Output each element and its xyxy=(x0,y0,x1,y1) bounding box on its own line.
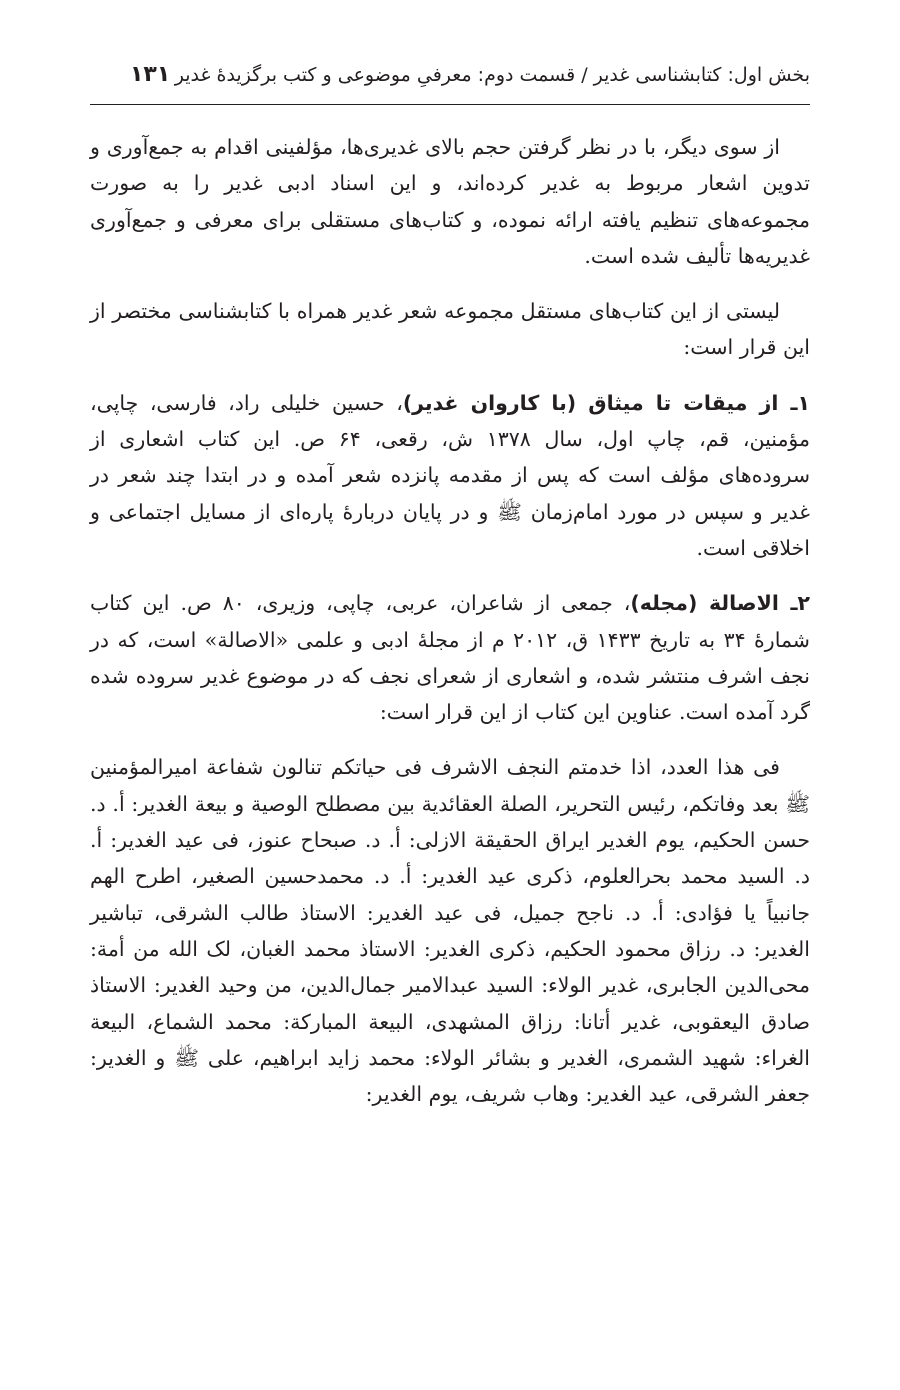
page-number: ۱۳۱ xyxy=(130,62,171,87)
running-header xyxy=(90,60,810,105)
book-page xyxy=(90,60,810,1131)
book-entry-2-title: ۲ـ الاصالة (مجله) xyxy=(630,591,810,616)
book-entry-1-title: ۱ـ از میقات تا میثاق (با کاروان غدیر) xyxy=(402,390,810,415)
page-body xyxy=(90,129,810,1112)
contents-paragraph: فی هذا العدد، اذا خدمتم النجف الاشرف فی حیاتکم تنالون شفاعة امیرالمؤمنین ﷺ بعد وفاتکم، رئیس التحریر، الصلة العقائدیة بین مصطلح الوصیة و بیعة الغدیر: أ. د. حسن الحکیم، یوم الغدیر ایراق الحقیقة الازلی: أ. د. صبحاح عنوز، فی عید الغدیر: أ. د. السید محمد بحرالعلوم، ذکری عید الغدیر: أ. د. محمدحسین الصغیر، اطرح الهم جانبیاً یا فؤادی: أ. د. ناجح جمیل، فی عید الغدیر: الاستاذ طالب الشرقی، تباشیر الغدیر: د. رزاق محمود الحکیم، ذکری الغدیر: الاستاذ محمد الغبان، لک الله من أمة: محی‌الدین الجابری، غدیر الولاء: السید عبدالامیر جمال‌الدین، من وحید الغدیر: الاستاذ صادق الیعقوبی، غدیر أتانا: رزاق المشهدی، البیعة المبارکة: محمد الشماع، البیعة الغراء: شهید الشمری، الغدیر و بشائر الولاء: محمد زاید ابراهیم، علی ﷺ و الغدیر: جعفر الشرقی، عید الغدیر: وهاب شریف، یوم الغدیر: xyxy=(90,755,810,1107)
book-entry-1-description: ، حسین خلیلی راد، فارسی، چاپی، مؤمنین، قم، چاپ اول، سال ۱۳۷۸ ش، رقعی، ۶۴ ص. این کتاب اشعاری از سروده‌های مؤلف است که پس از مقدمه پانزده شعر آمده و در ابتدا چند شعر در غدیر و سپس در مورد امام‌زمان ﷺ و در پایان دربارۀ پاره‌ای از مسایل اجتماعی و اخلاقی است. xyxy=(90,390,811,560)
book-entry-1 xyxy=(90,385,810,566)
book-entry-2-description: ، جمعی از شاعران، عربی، چاپی، وزیری، ۸۰ ص. این کتاب شمارۀ ۳۴ به تاریخ ۱۴۳۳ ق، ۲۰۱۲ م از مجلۀ ادبی و علمی «الاصالة» است، که در نجف اشرف منتشر شده، و اشعاری از شعرای نجف که در موضوع غدیر سروده شده گرد آمده است. عناوین این کتاب از این قرار است: xyxy=(90,591,810,725)
intro-paragraph: از سوی دیگر، با در نظر گرفتن حجم بالای غدیری‌ها، مؤلفینی اقدام به جمع‌آوری و تدوین اشعار مربوط به غدیر کرده‌اند، و این اسناد ادبی غدیر را به صورت مجموعه‌های تنظیم یافته ارائه نموده، و کتاب‌های مستقلی برای معرفی و جمع‌آوری غدیریه‌ها تألیف شده است. xyxy=(90,135,810,268)
book-entry-2 xyxy=(90,585,810,730)
running-header-title: بخش اول: کتابشناسی غدیر / قسمت دوم: معرفیِ موضوعی و کتب برگزیدۀ غدیر xyxy=(174,64,810,86)
list-intro-paragraph: لیستی از این کتاب‌های مستقل مجموعه شعر غدیر همراه با کتابشناسی مختصر از این قرار است: xyxy=(90,299,810,360)
